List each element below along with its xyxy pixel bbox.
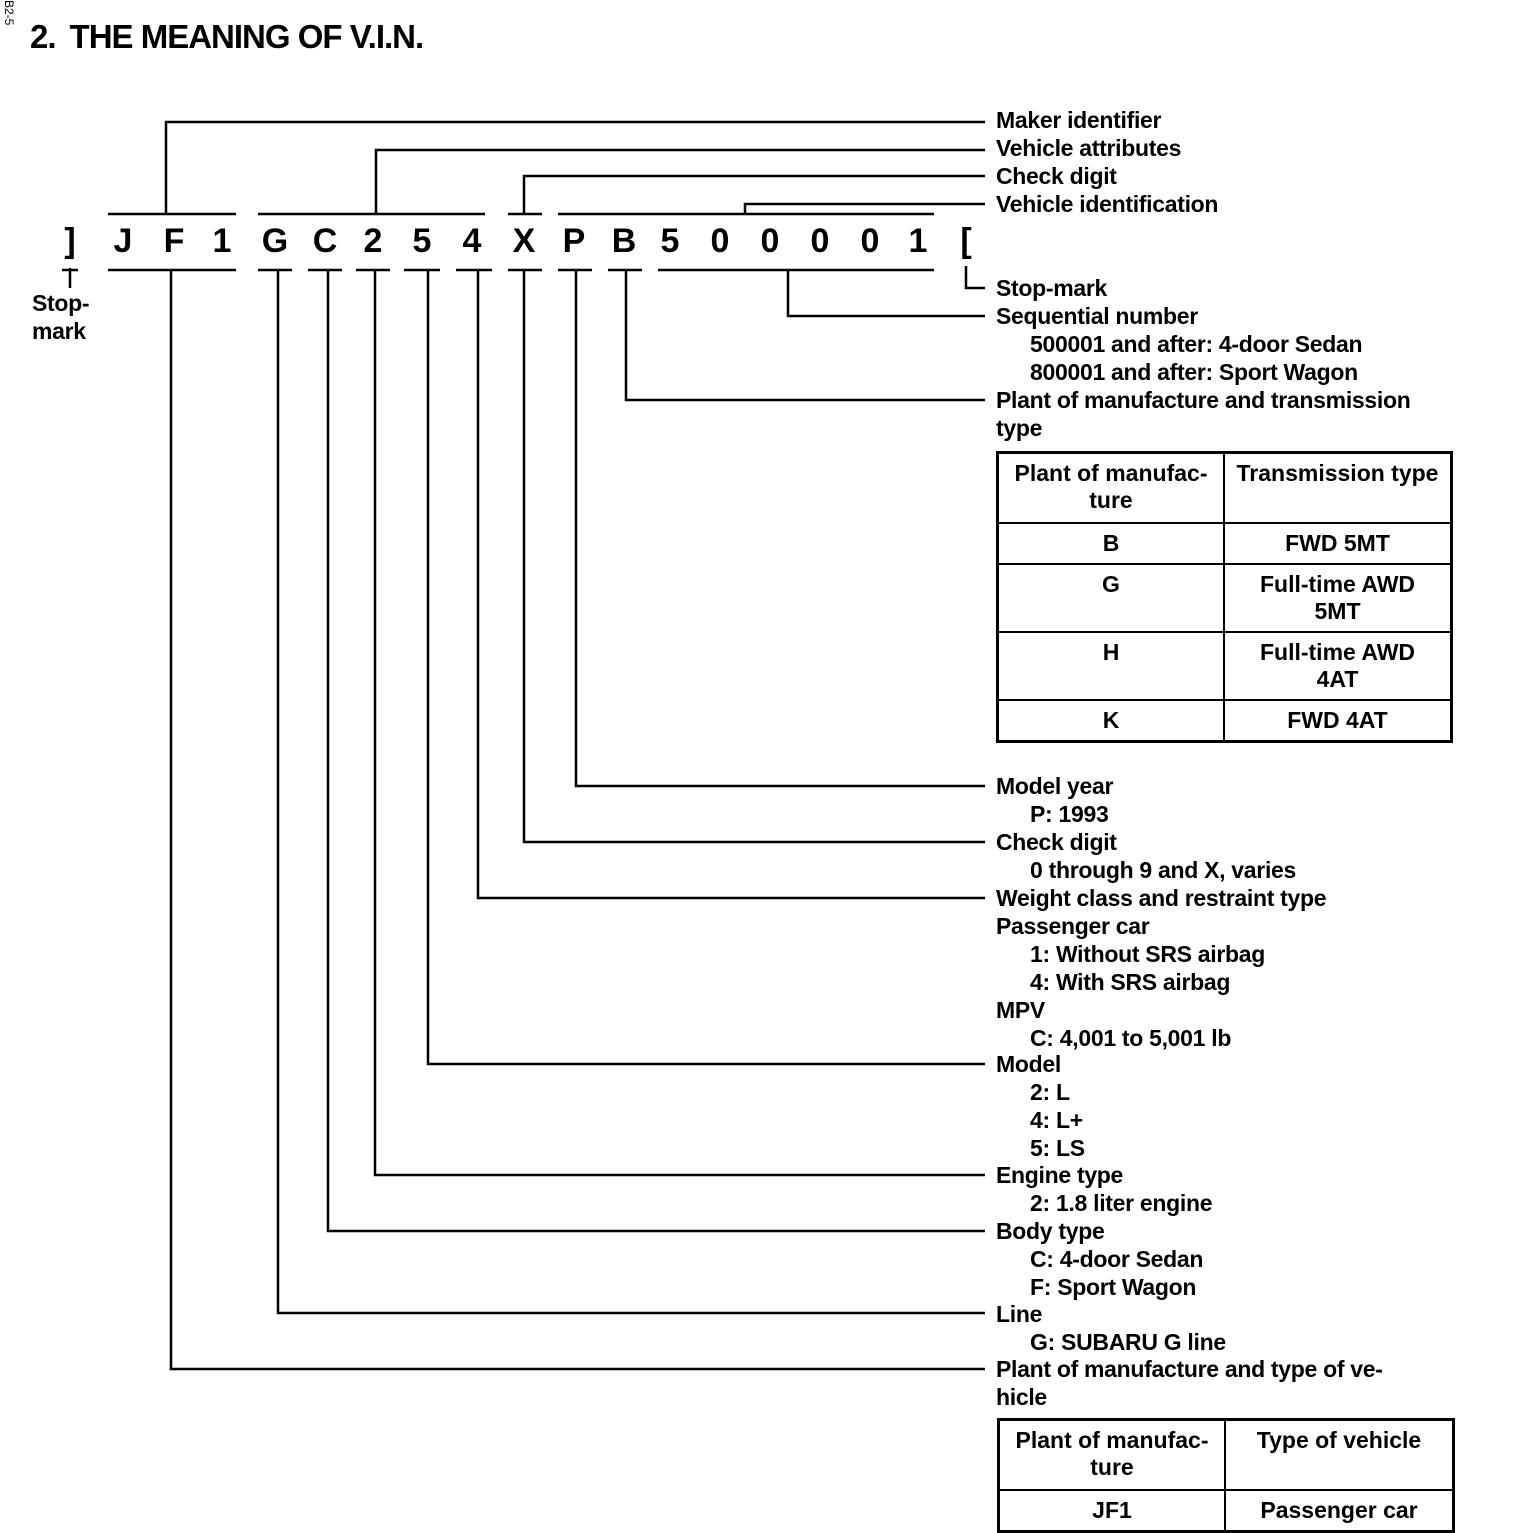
vin-character: G (261, 222, 289, 260)
check-digit-top-label: Check digit (996, 163, 1117, 189)
plant-transmission-label: Plant of manufacture and transmission type (996, 387, 1411, 441)
table-cell: H (998, 632, 1225, 700)
vin-character: 5 (660, 222, 680, 260)
table-cell: Full-time AWD 5MT (1224, 564, 1452, 632)
table-header: Plant of manufac- ture (999, 1420, 1226, 1491)
vin-character: [ (960, 222, 972, 260)
vin-character: 1 (212, 222, 232, 260)
vin-character: 5 (412, 222, 432, 260)
maker-identifier-label: Maker identifier (996, 107, 1162, 133)
vehicle-identification-label: Vehicle identification (996, 191, 1219, 217)
table-cell: G (998, 564, 1225, 632)
table-row (998, 564, 1452, 632)
vin-character: P (562, 222, 586, 260)
vin-character: 0 (760, 222, 780, 260)
vin-character: C (312, 222, 338, 260)
line-block: Line G: SUBARU G line (996, 1301, 1226, 1355)
weight-class-block: Weight class and restraint type Passenger car 1: Without SRS airbag 4: With SRS airbag MPV C: 4,001 to 5,001 lb (996, 885, 1327, 1051)
vin-character: 0 (860, 222, 880, 260)
table-header-row (998, 453, 1452, 524)
vin-character: 1 (908, 222, 928, 260)
table-cell: JF1 (999, 1490, 1226, 1532)
vehicle-type-table (997, 1418, 1455, 1533)
table-row (998, 523, 1452, 564)
table-header: Type of vehicle (1225, 1420, 1454, 1491)
engine-type-block: Engine type 2: 1.8 liter engine (996, 1162, 1213, 1216)
stop-mark-right-label: Stop-mark (996, 275, 1108, 301)
table-cell: K (998, 700, 1225, 742)
model-block: Model 2: L 4: L+ 5: LS (996, 1051, 1085, 1161)
sequential-number-block: Sequential number 500001 and after: 4-door Sedan 800001 and after: Sport Wagon (996, 303, 1363, 385)
table-cell: B (998, 523, 1225, 564)
table-header: Transmission type (1224, 453, 1452, 524)
table-header: Plant of manufac- ture (998, 453, 1225, 524)
check-digit-block: Check digit 0 through 9 and X, varies (996, 829, 1297, 883)
vin-character: ] (64, 222, 76, 260)
vin-character: 2 (363, 222, 383, 260)
table-cell: FWD 5MT (1224, 523, 1452, 564)
table-row (999, 1490, 1454, 1532)
vin-character: 4 (462, 222, 482, 260)
transmission-table (996, 451, 1453, 743)
body-type-block: Body type C: 4-door Sedan F: Sport Wagon (996, 1218, 1204, 1300)
vin-character: 0 (710, 222, 730, 260)
page-tag: B2-5 (2, 0, 16, 26)
vin-character: 0 (810, 222, 830, 260)
table-cell: FWD 4AT (1224, 700, 1452, 742)
plant-vehicle-label: Plant of manufacture and type of ve- hicle (996, 1356, 1383, 1410)
vin-character: F (163, 222, 185, 260)
table-header-row (999, 1420, 1454, 1491)
vin-character: J (113, 222, 133, 260)
table-row (998, 632, 1452, 700)
section-title: THE MEANING OF V.I.N. (69, 18, 424, 55)
model-year-block: Model year P: 1993 (996, 773, 1114, 827)
vehicle-attributes-label: Vehicle attributes (996, 135, 1182, 161)
table-cell: Full-time AWD 4AT (1224, 632, 1452, 700)
section-number: 2. (30, 18, 56, 55)
vin-character: X (512, 222, 536, 260)
table-cell: Passenger car (1225, 1490, 1454, 1532)
stop-mark-left-label: Stop- mark (32, 290, 90, 344)
table-row (998, 700, 1452, 742)
vin-character: B (611, 222, 637, 260)
